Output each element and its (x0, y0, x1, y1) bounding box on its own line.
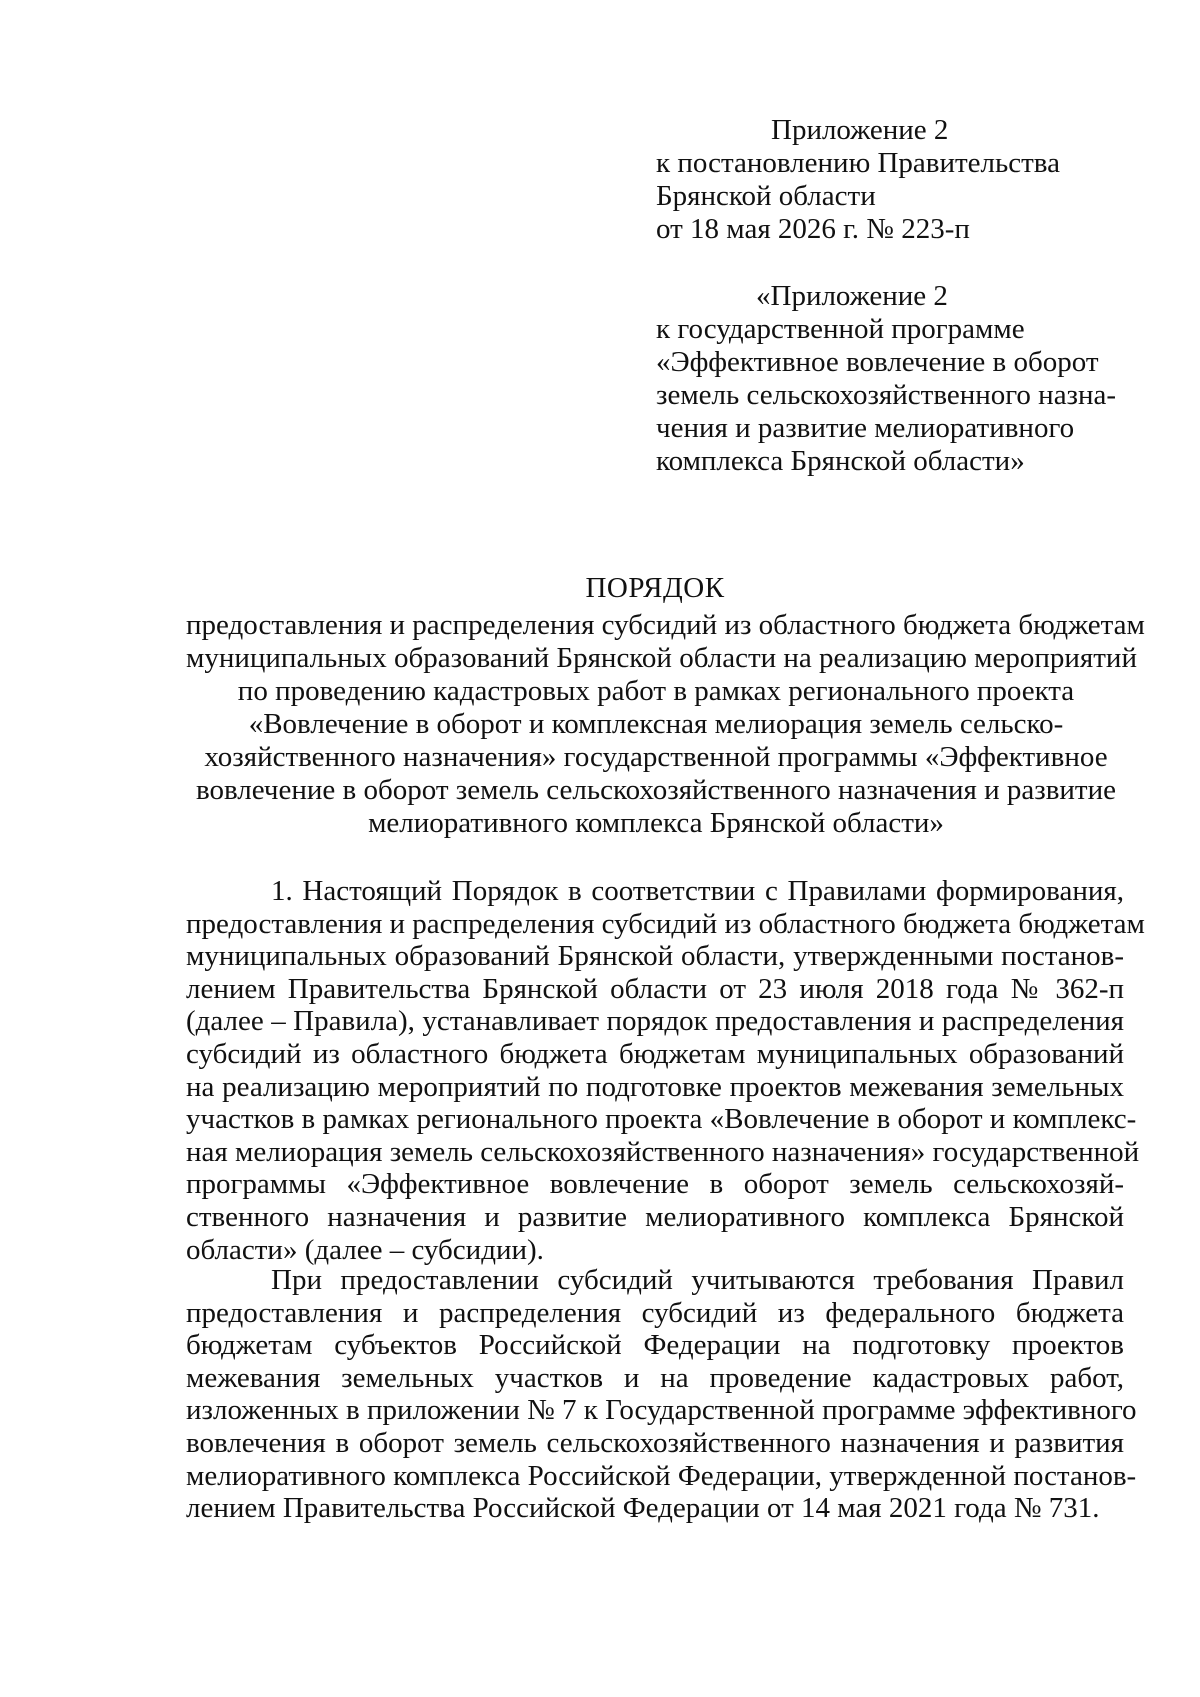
paragraph-line: области» (далее – субсидии). (186, 1233, 544, 1266)
paragraph-1 (186, 875, 1145, 1266)
annex-line: комплекса Брянской области» (656, 445, 1025, 477)
paragraph-line: лением Правительства Российской Федерации от 14 мая 2021 года № 731. (186, 1492, 1100, 1525)
paragraph-line: предоставления и распределения субсидий из федерального бюджета (186, 1296, 1124, 1329)
paragraph-line: на реализацию мероприятий по подготовке проектов межевания земельных (186, 1070, 1124, 1103)
annex-line: к постановлению Правительства (656, 147, 1060, 179)
paragraph-line: (далее – Правила), устанавливает порядок предоставления и распределения (186, 1005, 1124, 1038)
paragraph-line: лением Правительства Брянской области от 23 июля 2018 года № 362-п (186, 972, 1124, 1005)
annex-line: «Эффективное вовлечение в оборот (656, 346, 1099, 378)
paragraph-line: муниципальных образований Брянской области, утвержденными постанов- (186, 940, 1124, 973)
subtitle-line: муниципальных образований Брянской области на реализацию мероприятий (186, 642, 1137, 674)
subtitle-line: хозяйственного назначения» государственной программы «Эффективное (204, 741, 1108, 773)
subtitle-line: по проведению кадастровых работ в рамках регионального проекта (237, 675, 1075, 707)
subtitle-line: предоставления и распределения субсидий из областного бюджета бюджетам (186, 609, 1145, 641)
annex-line: земель сельскохозяйственного назна- (656, 379, 1117, 411)
paragraph-line: бюджетам субъектов Российской Федерации на подготовку проектов (186, 1329, 1124, 1362)
paragraph-line: ственного назначения и развитие мелиоративного комплекса Брянской (186, 1200, 1124, 1233)
annex-header-resolution (656, 114, 1176, 246)
subtitle-line: мелиоративного комплекса Брянской области» (368, 807, 944, 839)
paragraph-line: вовлечения в оборот земель сельскохозяйственного назначения и развития (186, 1426, 1124, 1459)
paragraph-line: При предоставлении субсидий учитываются требования Правил (271, 1264, 1124, 1296)
document-subtitle (186, 609, 1145, 840)
paragraph-2 (186, 1264, 1137, 1525)
paragraph-line: межевания земельных участков и на проведение кадастровых работ, (186, 1361, 1124, 1394)
paragraph-line: ная мелиорация земель сельскохозяйственного назначения» государственной (186, 1135, 1140, 1168)
annex-line: к государственной программе (656, 313, 1025, 345)
paragraph-line: участков в рамках регионального проекта «Вовлечение в оборот и комплекс- (186, 1103, 1137, 1136)
annex-line: от 18 мая 2026 г. № 223-п (656, 213, 970, 245)
annex-line: Брянской области (656, 180, 876, 212)
subtitle-line: «Вовлечение в оборот и комплексная мелиорация земель сельско- (248, 708, 1064, 740)
paragraph-line: программы «Эффективное вовлечение в оборот земель сельскохозяй- (186, 1168, 1124, 1201)
paragraph-line: субсидий из областного бюджета бюджетам муниципальных образований (186, 1037, 1124, 1070)
paragraph-line: предоставления и распределения субсидий из областного бюджета бюджетам (186, 907, 1145, 940)
annex-line: чения и развитие мелиоративного (656, 412, 1075, 444)
subtitle-line: вовлечение в оборот земель сельскохозяйственного назначения и развитие (196, 774, 1116, 806)
annex-line: «Приложение 2 (756, 280, 948, 312)
document-title: ПОРЯДОК (585, 572, 725, 604)
annex-header-program (656, 280, 1176, 478)
paragraph-line: изложенных в приложении № 7 к Государственной программе эффективного (186, 1394, 1137, 1427)
paragraph-line: мелиоративного комплекса Российской Федерации, утвержденной постанов- (186, 1459, 1137, 1492)
annex-line: Приложение 2 (771, 114, 949, 146)
paragraph-line: 1. Настоящий Порядок в соответствии с Правилами формирования, (271, 875, 1124, 907)
